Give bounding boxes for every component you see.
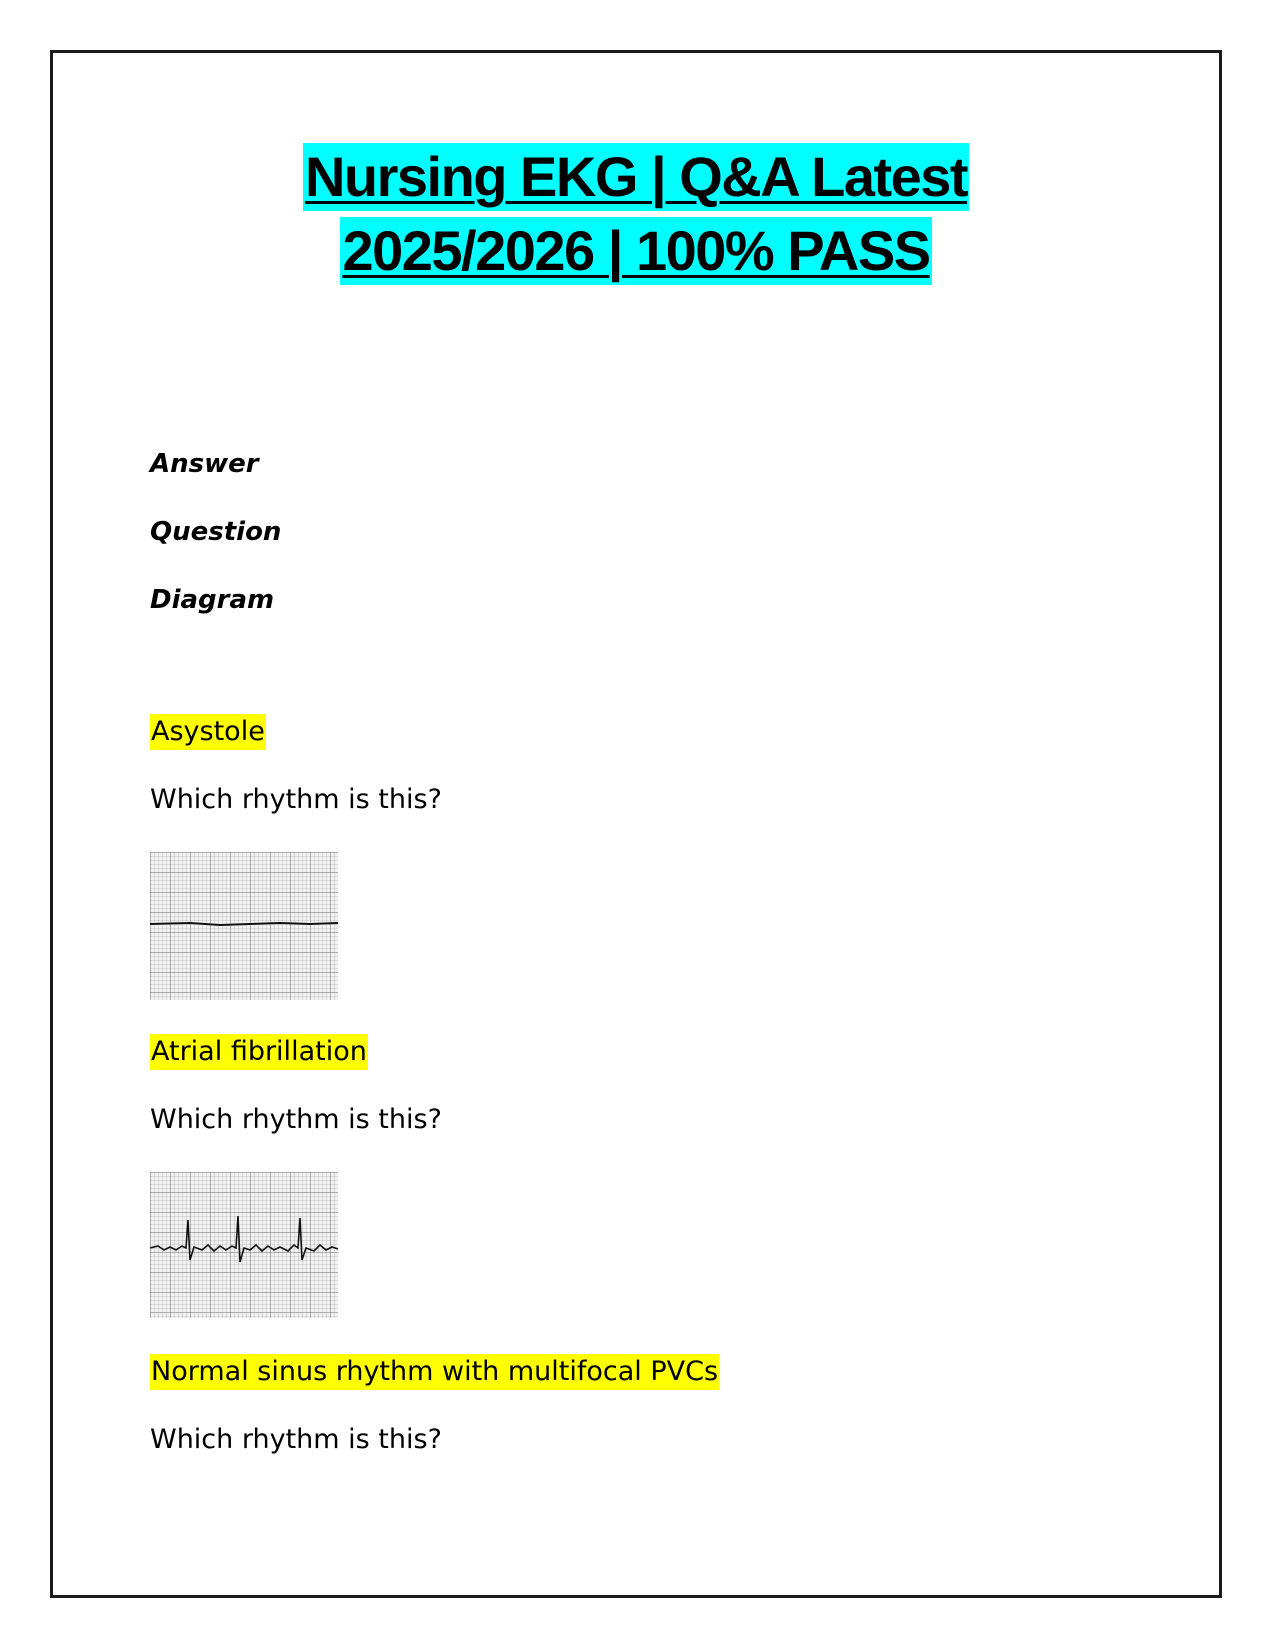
- flatline-ekg-strip: [150, 852, 338, 1000]
- question-1: Which rhythm is this?: [150, 784, 442, 815]
- title-line-1: Nursing EKG | Q&A Latest: [303, 143, 969, 211]
- legend-question: Question: [150, 517, 282, 547]
- title-line-2: 2025/2026 | 100% PASS: [340, 217, 931, 285]
- legend-diagram: Diagram: [150, 585, 275, 615]
- answer-1: Asystole: [150, 714, 266, 750]
- question-2: Which rhythm is this?: [150, 1104, 442, 1135]
- question-3: Which rhythm is this?: [150, 1424, 442, 1455]
- answer-3: Normal sinus rhythm with multifocal PVCs: [150, 1354, 719, 1390]
- legend-answer: Answer: [150, 449, 259, 479]
- document-title: [50, 143, 1222, 291]
- answer-2: Atrial fibrillation: [150, 1034, 368, 1070]
- irregular-ekg-strip: [150, 1172, 338, 1318]
